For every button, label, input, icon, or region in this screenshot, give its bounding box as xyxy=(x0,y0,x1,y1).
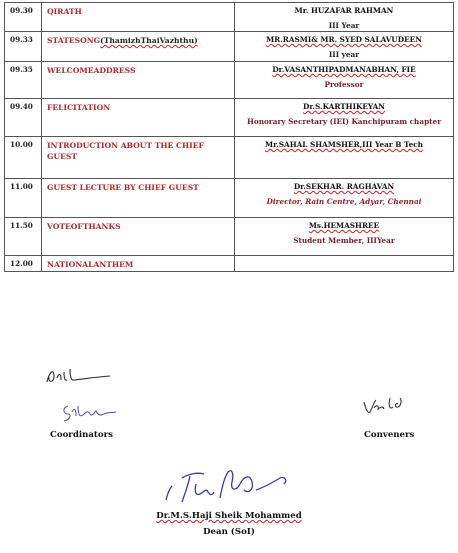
table-row xyxy=(5,32,454,62)
table-row xyxy=(5,256,454,272)
person-cell xyxy=(235,32,454,62)
person-name: MR.RASMI& MR. SYED SALAVUDEEN xyxy=(266,35,422,44)
event-cell xyxy=(42,179,235,218)
dean-name: Dr.M.S.Haji Sheik Mohammed xyxy=(156,511,302,521)
event-title: NATIONALANTHEM xyxy=(47,260,134,269)
person-cell xyxy=(235,62,454,99)
conveners-label: Conveners xyxy=(364,430,415,440)
time-cell: 09.35 xyxy=(5,62,42,99)
dean-signature xyxy=(160,462,296,506)
person-role: III Year xyxy=(328,21,360,30)
table-row xyxy=(5,137,454,179)
time-cell: 12.00 xyxy=(5,256,42,272)
event-title: VOTEOFTHANKS xyxy=(47,222,121,231)
time-cell: 09.40 xyxy=(5,99,42,137)
dean-title: Dean (SoI) xyxy=(203,527,255,537)
table-row xyxy=(5,3,454,32)
person-role: Director, Rain Centre, Adyar, Chennai xyxy=(266,197,422,206)
person-cell xyxy=(235,179,454,218)
event-title: FELICITATION xyxy=(47,103,111,112)
person-name: Dr.S.KARTHIKEYAN xyxy=(303,102,385,111)
person-role: III year xyxy=(328,50,360,59)
event-subtitle: (ThamizhThaiVazhthu) xyxy=(100,36,198,45)
coordinator-signature-1 xyxy=(44,366,114,388)
time-cell: 09.30 xyxy=(5,3,42,32)
table-row xyxy=(5,99,454,137)
event-cell xyxy=(42,256,235,272)
person-cell xyxy=(235,256,454,272)
person-name: Dr.SEKHAR. RAGHAVAN xyxy=(293,182,395,191)
person-role: Honorary Secretary (IEI) Kanchipuram chapter xyxy=(246,117,442,126)
event-cell xyxy=(42,3,235,32)
event-cell xyxy=(42,32,235,62)
event-title: INTRODUCTION ABOUT THE CHIEF GUEST xyxy=(47,141,204,161)
coordinator-signature-2 xyxy=(60,402,120,424)
time-cell: 09.33 xyxy=(5,32,42,62)
time-cell: 11.50 xyxy=(5,218,42,256)
person-name: Dr.VASANTHIPADMANABHAN, FIE xyxy=(272,65,416,74)
event-title: GUEST LECTURE BY CHIEF GUEST xyxy=(47,183,199,192)
convener-signature xyxy=(360,394,410,422)
event-cell xyxy=(42,137,235,179)
person-cell xyxy=(235,218,454,256)
person-role: Professor xyxy=(324,80,364,89)
person-name: Ms.HEMASHREE xyxy=(308,221,380,230)
time-cell: 10.00 xyxy=(5,137,42,179)
table-row xyxy=(5,218,454,256)
event-title: QIRATH xyxy=(47,7,82,16)
table-row xyxy=(5,179,454,218)
person-name: Mr.SAHAL SHAMSHER,III Year B Tech xyxy=(265,140,423,149)
event-cell xyxy=(42,62,235,99)
person-cell xyxy=(235,3,454,32)
event-cell xyxy=(42,218,235,256)
event-title: STATESONG xyxy=(47,36,101,45)
person-cell xyxy=(235,99,454,137)
coordinators-label: Coordinators xyxy=(50,430,113,440)
table-row xyxy=(5,62,454,99)
person-name: Mr. HUZAFAR RAHMAN xyxy=(294,6,394,15)
schedule-table xyxy=(4,2,454,272)
person-cell xyxy=(235,137,454,179)
time-cell: 11.00 xyxy=(5,179,42,218)
person-role: Student Member, IIIYear xyxy=(293,236,395,245)
event-cell xyxy=(42,99,235,137)
event-title: WELCOMEADDRESS xyxy=(47,66,136,75)
